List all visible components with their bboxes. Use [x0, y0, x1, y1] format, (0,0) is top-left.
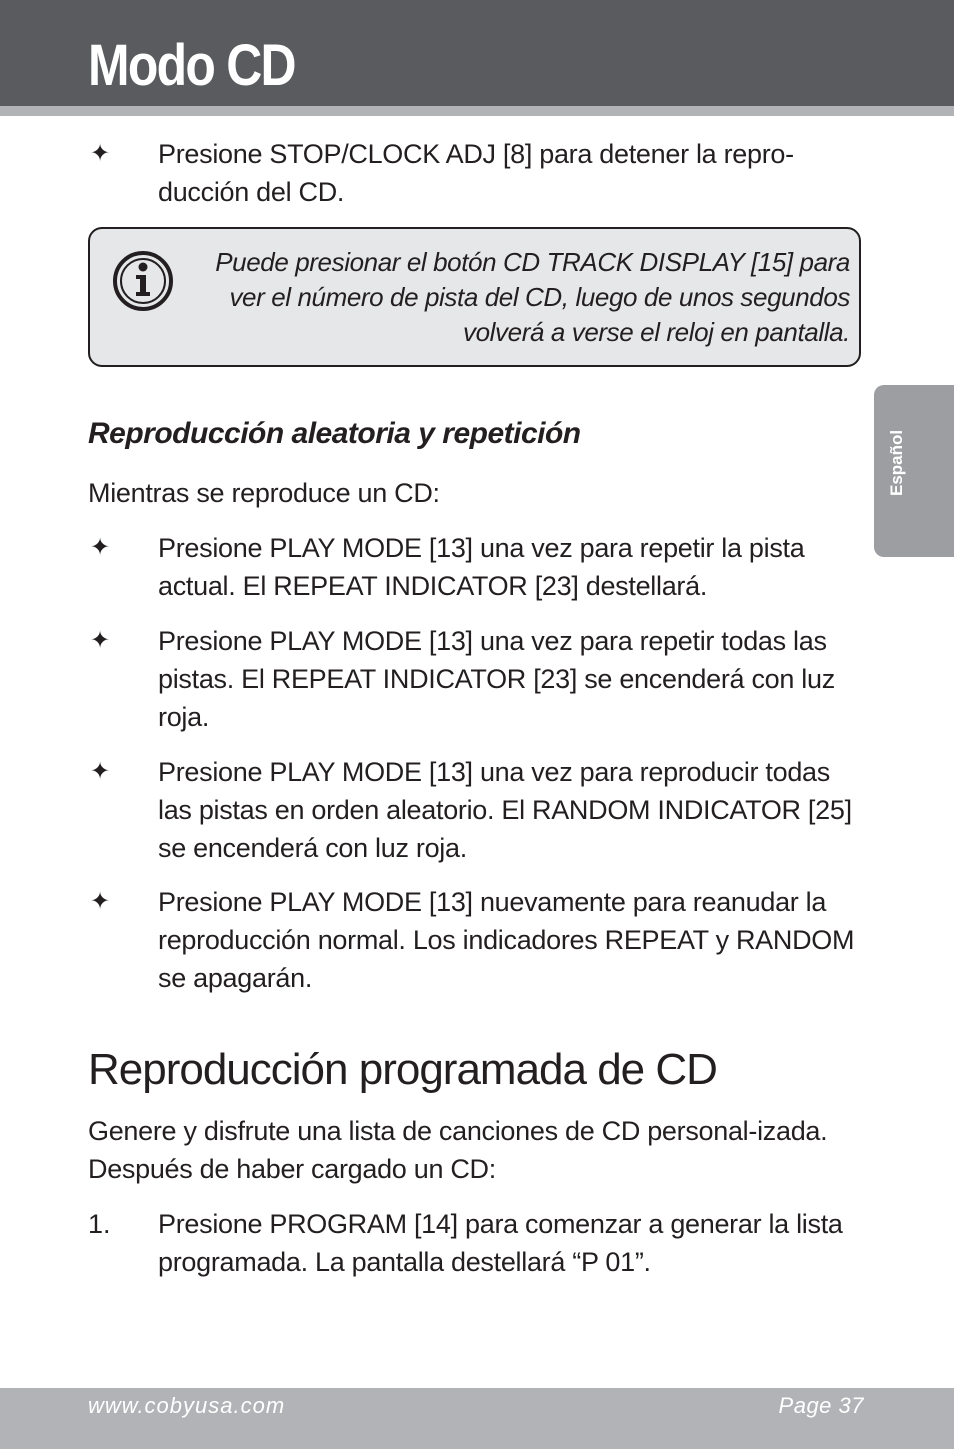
- info-icon: [112, 250, 174, 312]
- note-text: Puede presionar el botón CD TRACK DISPLAY [15] para ver el número de pista del CD, luego de unos segundos volverá a verse el reloj en pantalla.: [215, 247, 850, 347]
- page-number: Page 37: [778, 1393, 864, 1418]
- step-number: 1.: [88, 1209, 111, 1239]
- four-point-star-icon: ✦: [89, 534, 111, 561]
- section-lead: Mientras se reproduce un CD:: [88, 478, 440, 508]
- section-heading: Reproducción programada de CD: [88, 1045, 717, 1094]
- list-item-text: Presione PLAY MODE [13] una vez para repetir todas las pistas. El REPEAT INDICATOR [23] se encenderá con luz roja.: [158, 626, 835, 732]
- four-point-star-icon: ✦: [89, 140, 111, 167]
- footer-url: www.cobyusa.com: [88, 1393, 286, 1418]
- language-side-tab-label: Español: [887, 429, 906, 496]
- header-divider: [0, 106, 954, 116]
- list-item-text: Presione PLAY MODE [13] nuevamente para reanudar la reproducción normal. Los indicadores REPEAT y RANDOM se apagarán.: [158, 887, 855, 993]
- four-point-star-icon: ✦: [89, 627, 111, 654]
- page-title: Modo CD: [88, 33, 295, 98]
- four-point-star-icon: ✦: [89, 758, 111, 785]
- list-item-text: Presione STOP/CLOCK ADJ [8] para detener la repro-ducción del CD.: [158, 139, 794, 207]
- language-side-tab: [874, 385, 954, 557]
- four-point-star-icon: ✦: [89, 888, 111, 915]
- list-item-text: Presione PLAY MODE [13] una vez para reproducir todas las pistas en orden aleatorio. El RANDOM INDICATOR [25] se encenderá con luz roja.: [158, 757, 852, 863]
- list-item-text: Presione PLAY MODE [13] una vez para repetir la pista actual. El REPEAT INDICATOR [23] destellará.: [158, 533, 805, 601]
- section-subheading: Reproducción aleatoria y repetición: [88, 417, 581, 450]
- list-item-text: Presione PROGRAM [14] para comenzar a generar la lista programada. La pantalla destellará “P 01”.: [158, 1209, 843, 1277]
- section-lead: Genere y disfrute una lista de canciones de CD personal-izada. Después de haber cargado un CD:: [88, 1116, 828, 1184]
